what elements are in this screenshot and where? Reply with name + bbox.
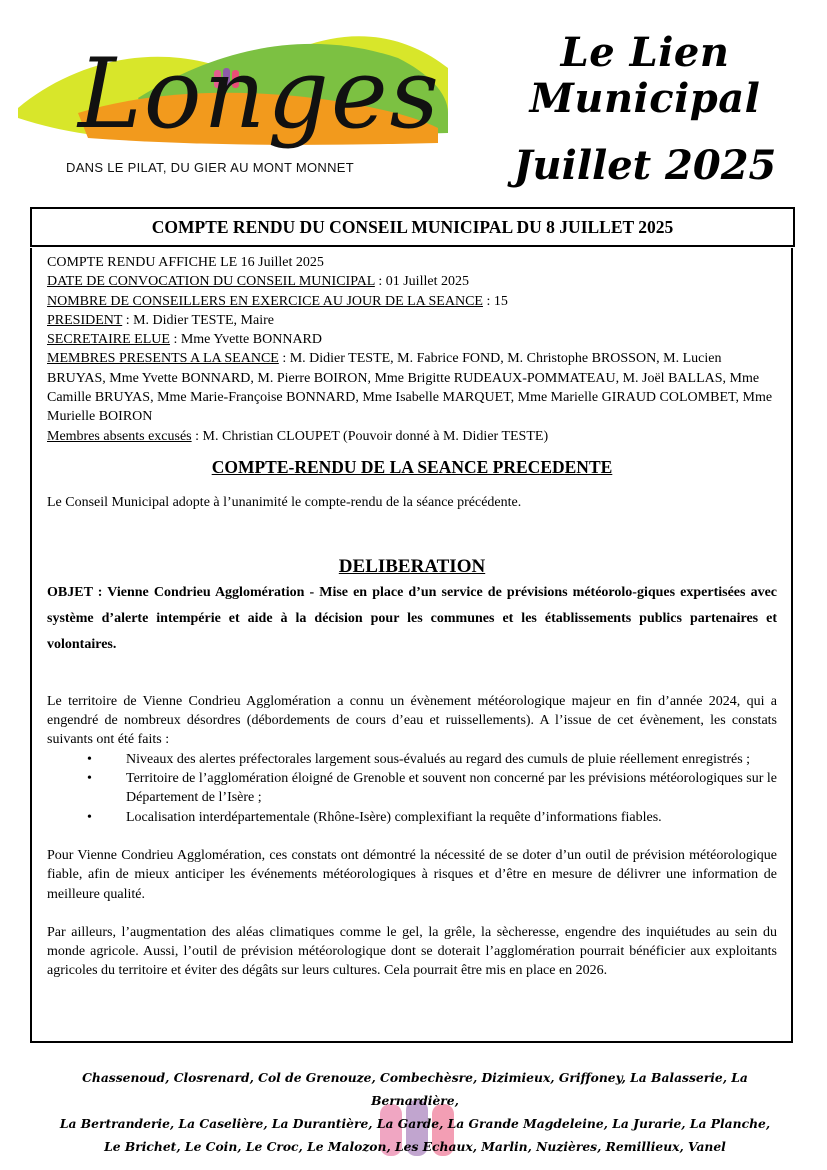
deliberation-para-1: Le territoire de Vienne Condrieu Agglomération a connu un évènement météorologique majeur en fin d’année 2024, qui a engendré de nombreux désordres (débordements de cours d’eau et ruissellements). A l’issue de cet évènement, les constats suivants ont été faits : [47, 693, 777, 748]
president-line: PRESIDENT : M. Didier TESTE, Maire [47, 312, 274, 328]
section-heading-previous: COMPTE-RENDU DE LA SEANCE PRECEDENTE [211, 456, 613, 477]
affiche-line: COMPTE RENDU AFFICHE LE 16 Juillet 2025 [47, 255, 324, 270]
deliberation-para-3: Par ailleurs, l’augmentation des aléas climatiques comme le gel, la grêle, la sècheresse, engendre des inquiétudes au sein du monde agricole. Aussi, l’outil de prévision météorologique dont se doterait l’agglomération pourrait bénéficier aux exploitants agricoles du territoire et éviter des dégâts sur leurs cultures. Cela pourrait être mis en place en 2026. [47, 924, 777, 979]
list-item: • Territoire de l’agglomération éloigné de Grenoble et souvent non concerné par les prévisions météorologiques sur le Département de l’Isère ; [47, 769, 777, 808]
list-item: • Localisation interdépartementale (Rhône-Isère) complexifiant la requête d’informations fiables. [47, 808, 777, 827]
longes-logo [18, 18, 458, 188]
membres-line: MEMBRES PRESENTS A LA SEANCE : M. Didier TESTE, M. Fabrice FOND, M. Christophe BROSSON, M. Lucien BRUYAS, Mme Yvette BONNARD, M. Pierre BOIRON, Mme Brigitte RUDEAUX-POMMATEAU, M. Joël BALLAS, Mme Camille BRUYAS, Mme Marie-Françoise BONNARD, Mme Isabelle MARQUET, Mme Marielle GIRAUD COLOMBET, Mme Murielle BOIRON [47, 351, 773, 425]
main-title: COMPTE RENDU DU CONSEIL MUNICIPAL DU 8 JUILLET 2025 [30, 207, 795, 247]
secretaire-line: SECRETAIRE ELUE : Mme Yvette BONNARD [47, 332, 323, 348]
masthead-date: Juillet 2025 [513, 142, 777, 189]
section-heading-deliberation: DELIBERATION [338, 555, 486, 577]
masthead-title: Le Lien Municipal [529, 29, 761, 122]
villages-list [40, 1066, 790, 1158]
deliberation-objet: OBJET : Vienne Condrieu Agglomération - Mise en place d’un service de prévisions météorolo-giques expertisées avec système d’alerte intempérie et aide à la décision pour les communes et les établissements publics partenaires et volontaires. [47, 584, 777, 652]
convocation-line: DATE DE CONVOCATION DU CONSEIL MUNICIPAL : 01 Juillet 2025 [47, 274, 469, 290]
logo-wordmark: Longes [78, 38, 441, 150]
villages-line: Chassenoud, Closrenard, Col de Grenouze, Combechèsre, Dizimieux, Griffoney, La Balasserie, La Bernardière, [82, 1070, 748, 1108]
masthead [470, 30, 820, 192]
list-item: • Niveaux des alertes préfectorales largement sous-évalués au regard des cumuls de pluie réellement enregistrés ; [47, 750, 777, 769]
report-content [47, 253, 777, 981]
constats-list [47, 750, 777, 827]
nombre-line: NOMBRE DE CONSEILLERS EN EXERCICE AU JOUR DE LA SEANCE : 15 [47, 293, 508, 309]
deliberation-para-2: Pour Vienne Condrieu Agglomération, ces constats ont démontré la nécessité de se doter d’un outil de prévision météorologique fiable, afin de mieux anticiper les événements météorologiques à risques et d’être en mesure de délivrer une information de meilleure qualité. [47, 847, 777, 902]
villages-line: Le Brichet, Le Coin, Le Croc, Le Malozon, Les Echaux, Marlin, Nuzières, Remillieux, Vanel [104, 1139, 726, 1154]
previous-session-text: Le Conseil Municipal adopte à l’unanimité le compte-rendu de la séance précédente. [47, 495, 522, 511]
absents-line: Membres absents excusés : M. Christian CLOUPET (Pouvoir donné à M. Didier TESTE) [47, 428, 549, 444]
logo-tagline: DANS LE PILAT, DU GIER AU MONT MONNET [66, 160, 354, 175]
villages-line: La Bertranderie, La Caselière, La Durantière, La Garde, La Grande Magdeleine, La Jurarie, La Planche, [59, 1116, 771, 1131]
